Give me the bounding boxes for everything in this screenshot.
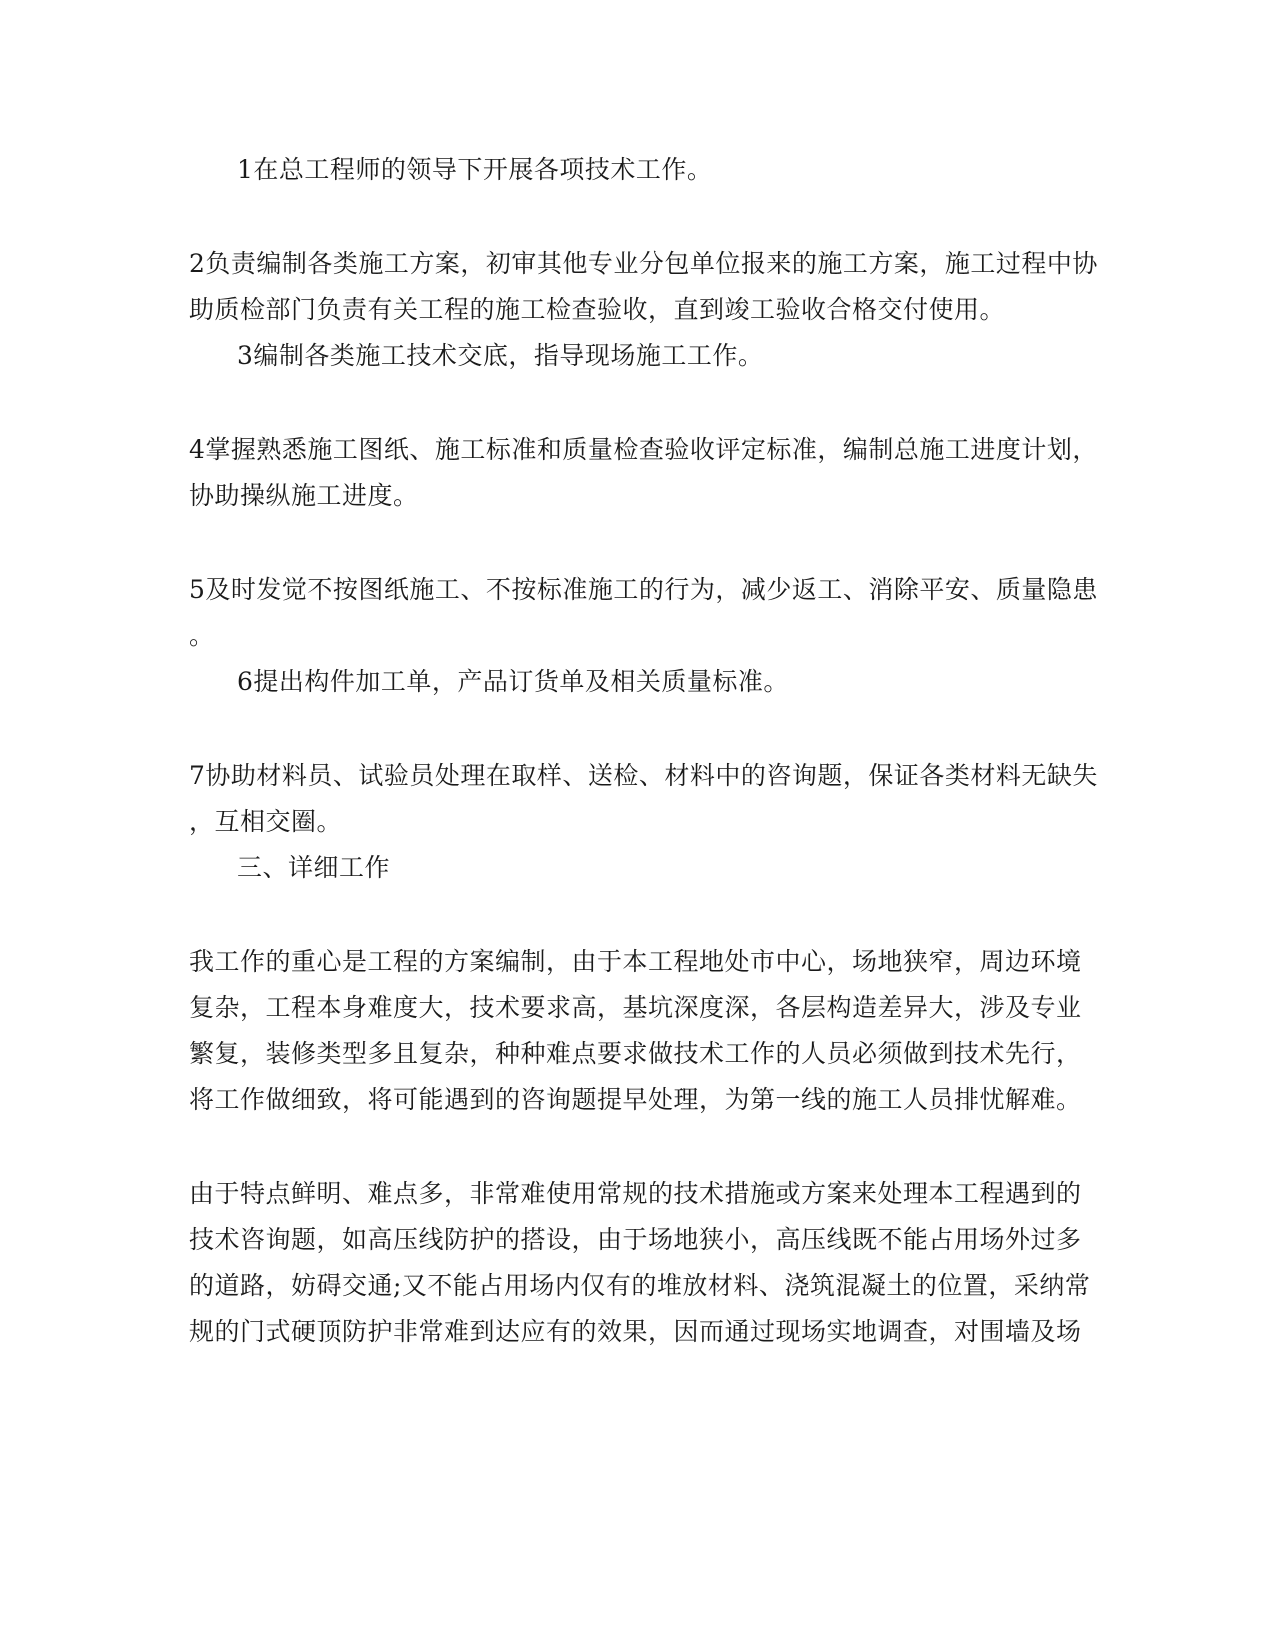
paragraph-4-line-2: 协助操纵施工进度。: [189, 481, 419, 510]
paragraph-2-line-2: 助质检部门负责有关工程的施工检查验收，直到竣工验收合格交付使用。: [189, 295, 1006, 324]
paragraph-4-line-1: 4掌握熟悉施工图纸、施工标准和质量检查验收评定标准，编制总施工进度计划，: [189, 435, 1098, 464]
paragraph-9-line-4: 规的门式硬顶防护非常难到达应有的效果，因而通过现场实地调查，对围墙及场: [189, 1317, 1082, 1346]
paragraph-9-line-2: 技术咨询题，如高压线防护的搭设，由于场地狭小，高压线既不能占用场外过多: [189, 1225, 1082, 1254]
paragraph-8-line-3: 繁复，装修类型多且复杂，种种难点要求做技术工作的人员必须做到技术先行，: [189, 1039, 1082, 1068]
paragraph-1-line-1: 1在总工程师的领导下开展各项技术工作。: [237, 155, 713, 184]
paragraph-9-line-1: 由于特点鲜明、难点多，非常难使用常规的技术措施或方案来处理本工程遇到的: [189, 1179, 1082, 1208]
paragraph-8-line-4: 将工作做细致，将可能遇到的咨询题提早处理，为第一线的施工人员排忧解难。: [189, 1085, 1082, 1114]
paragraph-7-line-1: 7协助材料员、试验员处理在取样、送检、材料中的咨询题，保证各类材料无缺失: [189, 761, 1098, 790]
section-heading: 三、详细工作: [237, 853, 391, 882]
paragraph-6-line-1: 6提出构件加工单，产品订货单及相关质量标准。: [237, 667, 789, 696]
paragraph-2-line-1: 2负责编制各类施工方案，初审其他专业分包单位报来的施工方案，施工过程中协: [189, 249, 1098, 278]
paragraph-9-line-3: 的道路，妨碍交通;又不能占用场内仅有的堆放材料、浇筑混凝土的位置，采纳常: [189, 1271, 1091, 1300]
paragraph-5-line-2: 。: [189, 621, 215, 650]
paragraph-8-line-2: 复杂，工程本身难度大，技术要求高，基坑深度深，各层构造差异大，涉及专业: [189, 993, 1082, 1022]
paragraph-7-line-2: ，互相交圈。: [189, 807, 343, 836]
paragraph-8-line-1: 我工作的重心是工程的方案编制，由于本工程地处市中心，场地狭窄，周边环境: [189, 947, 1082, 976]
paragraph-3-line-1: 3编制各类施工技术交底，指导现场施工工作。: [237, 341, 764, 370]
paragraph-5-line-1: 5及时发觉不按图纸施工、不按标准施工的行为，减少返工、消除平安、质量隐患: [189, 575, 1098, 604]
